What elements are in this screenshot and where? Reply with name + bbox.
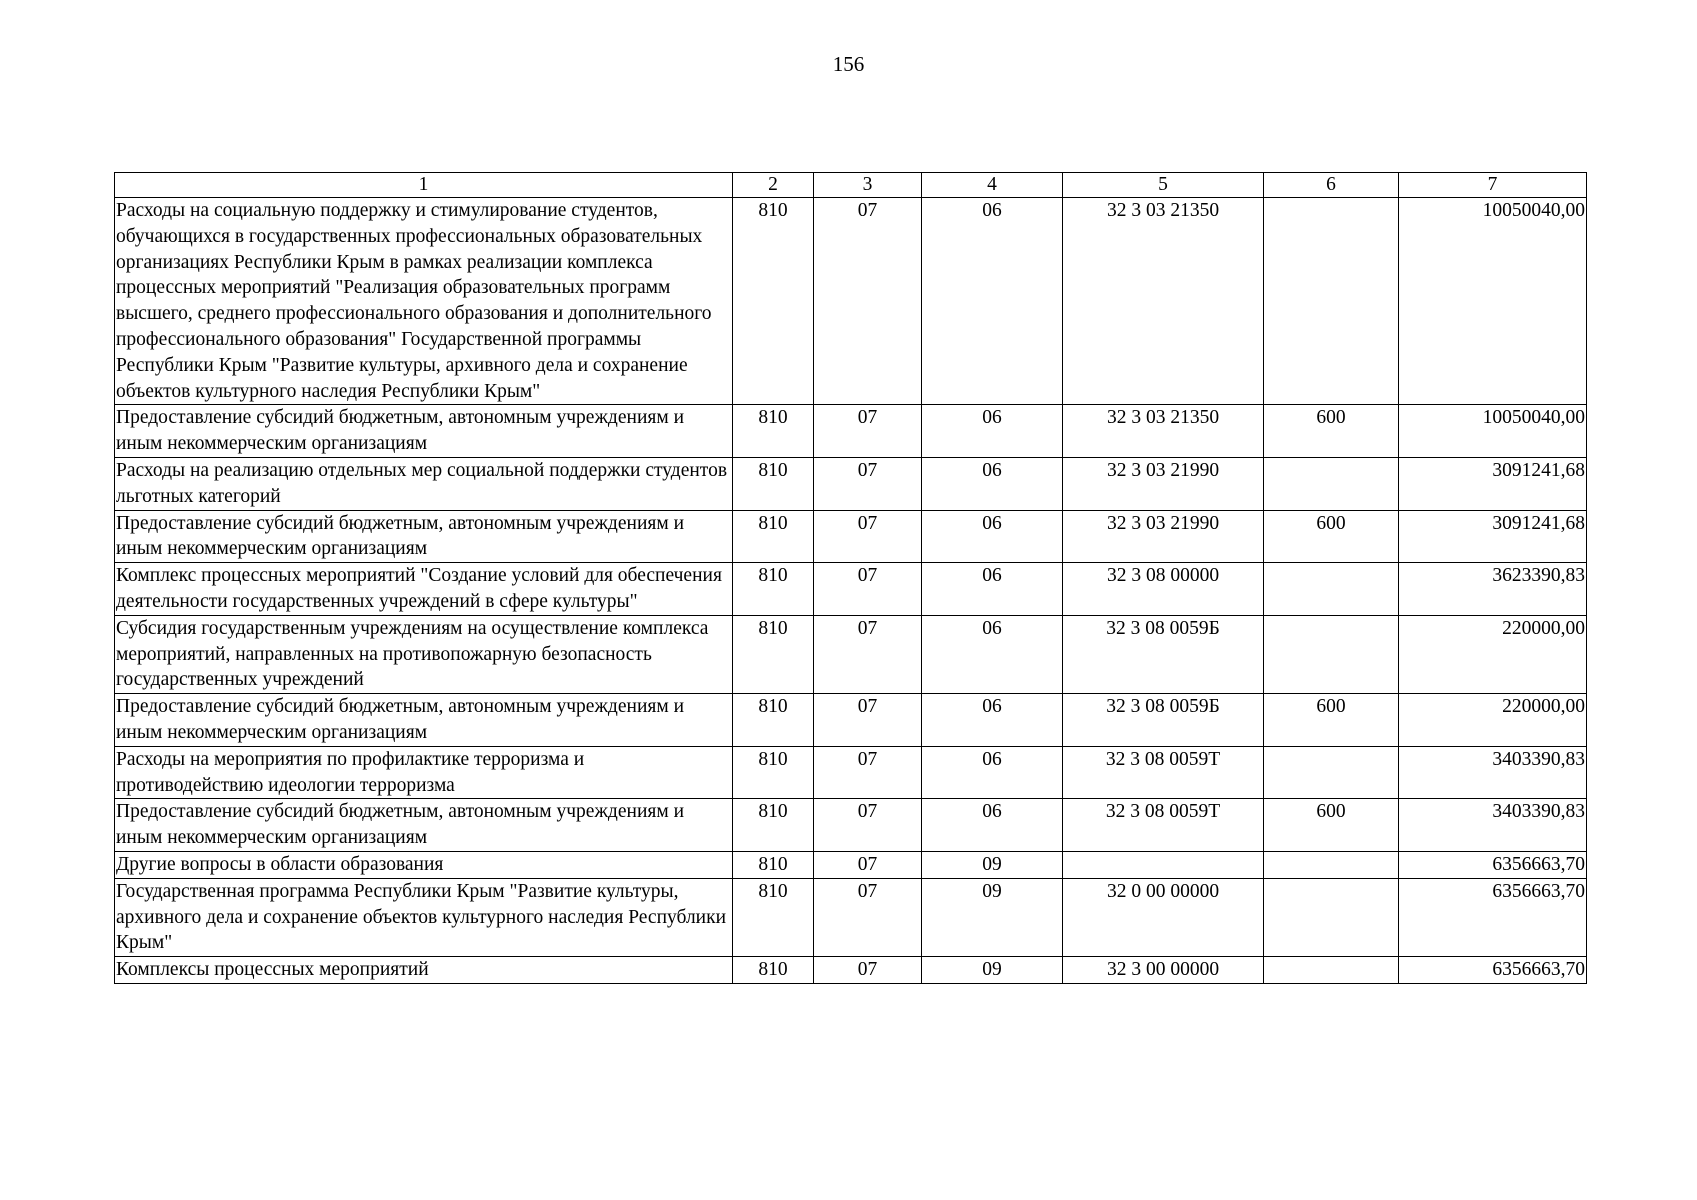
item-name-cell: Субсидия государственным учреждениям на осуществление комплекса мероприятий, направленных на противопожарную безопасность государственных учреждений <box>115 615 733 693</box>
code-5-cell: 32 3 00 00000 <box>1063 957 1264 984</box>
code-2-cell: 810 <box>733 405 814 458</box>
table-header-row <box>115 173 1587 198</box>
code-3-cell: 07 <box>814 198 922 405</box>
code-5-cell: 32 3 08 0059Т <box>1063 746 1264 799</box>
code-5-cell <box>1063 851 1264 878</box>
code-3-cell: 07 <box>814 405 922 458</box>
code-6-cell: 600 <box>1264 510 1399 563</box>
code-5-cell: 32 0 00 00000 <box>1063 878 1264 956</box>
amount-cell: 220000,00 <box>1399 615 1587 693</box>
table-row <box>115 957 1587 984</box>
code-2-cell: 810 <box>733 746 814 799</box>
amount-cell: 3403390,83 <box>1399 799 1587 852</box>
code-5-cell: 32 3 08 0059Б <box>1063 615 1264 693</box>
code-5-cell: 32 3 03 21990 <box>1063 510 1264 563</box>
item-name-cell: Предоставление субсидий бюджетным, автономным учреждениям и иным некоммерческим организациям <box>115 510 733 563</box>
amount-cell: 6356663,70 <box>1399 851 1587 878</box>
table-row <box>115 851 1587 878</box>
column-header: 6 <box>1264 173 1399 198</box>
table-row <box>115 799 1587 852</box>
code-2-cell: 810 <box>733 510 814 563</box>
code-6-cell: 600 <box>1264 405 1399 458</box>
code-2-cell: 810 <box>733 563 814 616</box>
code-4-cell: 06 <box>922 746 1063 799</box>
code-3-cell: 07 <box>814 563 922 616</box>
amount-cell: 220000,00 <box>1399 694 1587 747</box>
code-6-cell: 600 <box>1264 694 1399 747</box>
code-6-cell <box>1264 851 1399 878</box>
amount-cell: 6356663,70 <box>1399 957 1587 984</box>
code-4-cell: 09 <box>922 957 1063 984</box>
item-name-cell: Другие вопросы в области образования <box>115 851 733 878</box>
code-6-cell <box>1264 957 1399 984</box>
code-3-cell: 07 <box>814 615 922 693</box>
code-3-cell: 07 <box>814 694 922 747</box>
code-3-cell: 07 <box>814 957 922 984</box>
code-2-cell: 810 <box>733 878 814 956</box>
code-6-cell <box>1264 563 1399 616</box>
code-3-cell: 07 <box>814 799 922 852</box>
code-4-cell: 06 <box>922 198 1063 405</box>
column-header: 1 <box>115 173 733 198</box>
code-5-cell: 32 3 03 21350 <box>1063 198 1264 405</box>
item-name-cell: Расходы на мероприятия по профилактике терроризма и противодействию идеологии терроризма <box>115 746 733 799</box>
table-row <box>115 694 1587 747</box>
code-2-cell: 810 <box>733 799 814 852</box>
code-4-cell: 06 <box>922 510 1063 563</box>
item-name-cell: Предоставление субсидий бюджетным, автономным учреждениям и иным некоммерческим организациям <box>115 694 733 747</box>
code-4-cell: 09 <box>922 851 1063 878</box>
table-row <box>115 615 1587 693</box>
amount-cell: 3403390,83 <box>1399 746 1587 799</box>
code-2-cell: 810 <box>733 198 814 405</box>
item-name-cell: Предоставление субсидий бюджетным, автономным учреждениям и иным некоммерческим организациям <box>115 799 733 852</box>
table-row <box>115 510 1587 563</box>
table-body <box>115 198 1587 984</box>
column-header: 5 <box>1063 173 1264 198</box>
item-name-cell: Предоставление субсидий бюджетным, автономным учреждениям и иным некоммерческим организациям <box>115 405 733 458</box>
code-5-cell: 32 3 08 00000 <box>1063 563 1264 616</box>
table-row <box>115 746 1587 799</box>
code-6-cell <box>1264 878 1399 956</box>
table-row <box>115 198 1587 405</box>
code-2-cell: 810 <box>733 457 814 510</box>
amount-cell: 10050040,00 <box>1399 405 1587 458</box>
item-name-cell: Расходы на социальную поддержку и стимулирование студентов, обучающихся в государственных профессиональных образовательных организациях Республики Крым в рамках реализации комплекса процессных мероприятий "Реализация образовательных программ высшего, среднего профессионального образования и дополнительного профессионального образования" Государственной программы Республики Крым "Развитие культуры, архивного дела и сохранение объектов культурного наследия Республики Крым" <box>115 198 733 405</box>
column-header: 2 <box>733 173 814 198</box>
code-3-cell: 07 <box>814 746 922 799</box>
code-6-cell <box>1264 198 1399 405</box>
code-2-cell: 810 <box>733 615 814 693</box>
table-row <box>115 405 1587 458</box>
item-name-cell: Расходы на реализацию отдельных мер социальной поддержки студентов льготных категорий <box>115 457 733 510</box>
item-name-cell: Государственная программа Республики Крым "Развитие культуры, архивного дела и сохранение объектов культурного наследия Республики Крым" <box>115 878 733 956</box>
code-6-cell <box>1264 615 1399 693</box>
code-3-cell: 07 <box>814 878 922 956</box>
code-4-cell: 06 <box>922 405 1063 458</box>
code-6-cell <box>1264 457 1399 510</box>
code-4-cell: 06 <box>922 615 1063 693</box>
column-header: 3 <box>814 173 922 198</box>
code-2-cell: 810 <box>733 957 814 984</box>
code-4-cell: 09 <box>922 878 1063 956</box>
code-4-cell: 06 <box>922 694 1063 747</box>
budget-table <box>114 172 1587 984</box>
code-3-cell: 07 <box>814 510 922 563</box>
code-4-cell: 06 <box>922 563 1063 616</box>
table-row <box>115 563 1587 616</box>
code-5-cell: 32 3 08 0059Т <box>1063 799 1264 852</box>
code-5-cell: 32 3 03 21990 <box>1063 457 1264 510</box>
code-2-cell: 810 <box>733 851 814 878</box>
column-header: 7 <box>1399 173 1587 198</box>
amount-cell: 3623390,83 <box>1399 563 1587 616</box>
code-3-cell: 07 <box>814 457 922 510</box>
code-2-cell: 810 <box>733 694 814 747</box>
code-6-cell: 600 <box>1264 799 1399 852</box>
amount-cell: 6356663,70 <box>1399 878 1587 956</box>
amount-cell: 3091241,68 <box>1399 457 1587 510</box>
item-name-cell: Комплексы процессных мероприятий <box>115 957 733 984</box>
column-header: 4 <box>922 173 1063 198</box>
amount-cell: 10050040,00 <box>1399 198 1587 405</box>
page-number: 156 <box>832 52 865 76</box>
table-row <box>115 457 1587 510</box>
code-5-cell: 32 3 03 21350 <box>1063 405 1264 458</box>
code-4-cell: 06 <box>922 799 1063 852</box>
code-6-cell <box>1264 746 1399 799</box>
code-5-cell: 32 3 08 0059Б <box>1063 694 1264 747</box>
table-row <box>115 878 1587 956</box>
amount-cell: 3091241,68 <box>1399 510 1587 563</box>
code-3-cell: 07 <box>814 851 922 878</box>
code-4-cell: 06 <box>922 457 1063 510</box>
item-name-cell: Комплекс процессных мероприятий "Создание условий для обеспечения деятельности государственных учреждений в сфере культуры" <box>115 563 733 616</box>
